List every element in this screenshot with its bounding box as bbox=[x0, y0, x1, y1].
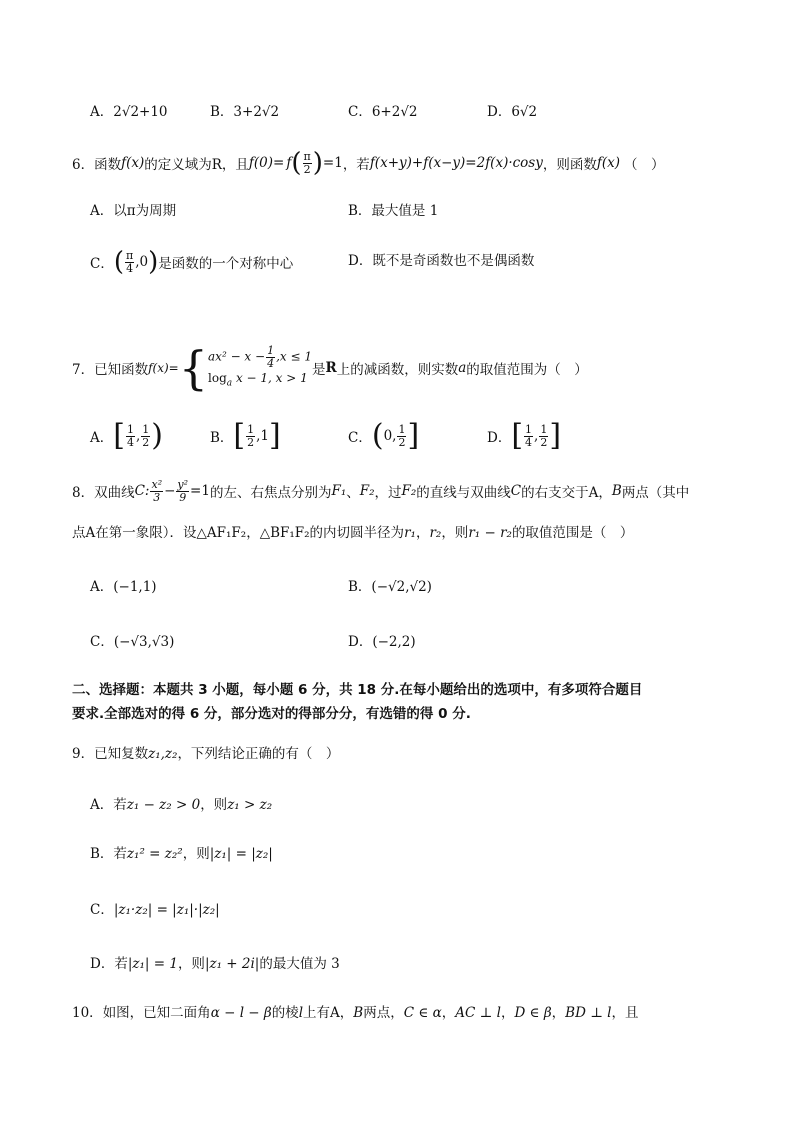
q5-option-a-math: 2√2+10 bbox=[113, 104, 168, 120]
q9-option-c: C．|z₁·z₂| = |z₁|·|z₂| bbox=[90, 902, 220, 918]
question-number: 7． bbox=[72, 362, 95, 378]
q5-option-a: A．2√2+10 bbox=[90, 104, 168, 120]
q5-option-d: D．6√2 bbox=[487, 104, 538, 120]
q5-option-c: C．6+2√2 bbox=[348, 104, 418, 120]
q7-option-d: D． [ $\frac{1}{4}$ , $\frac{1}{2}$ ] bbox=[487, 418, 562, 453]
q7-option-b: B． [ $\frac{1}{2}$ ,1 ] bbox=[210, 418, 281, 453]
q9-stem: 9．已知复数z₁,z₂，下列结论正确的有（ ） bbox=[72, 746, 340, 762]
q10-stem: 10．如图，已知二面角α − l − β的棱l上有A，B两点，C ∈ α，AC ⊥ l，D ∈ β，BD ⊥ l，且 bbox=[72, 1005, 639, 1021]
q5-option-b-math: 3+2√2 bbox=[233, 104, 280, 120]
q6-option-d: D．既不是奇函数也不是偶函数 bbox=[348, 253, 535, 269]
question-number: 10． bbox=[72, 1005, 103, 1021]
section-heading-line2: 要求.全部选对的得 6 分，部分选对的得部分分，有选错的得 0 分. bbox=[72, 706, 471, 722]
section-heading-line1: 二、选择题：本题共 3 小题，每小题 6 分，共 18 分.在每小题给出的选项中，有多项符合题目 bbox=[72, 682, 643, 698]
q5-option-d-math: 6√2 bbox=[511, 104, 538, 120]
q8-option-d: D．(−2,2) bbox=[348, 634, 416, 650]
q7-option-a: A． [ $\frac{1}{4}$ , $\frac{1}{2}$ ) bbox=[90, 418, 163, 453]
q9-option-a: A．若z₁ − z₂ > 0，则z₁ > z₂ bbox=[90, 797, 273, 813]
question-number: 9． bbox=[72, 746, 95, 762]
q8-option-a: A．(−1,1) bbox=[90, 579, 157, 595]
q8-option-b: B．(−√2,√2) bbox=[348, 579, 432, 595]
math-fx: f(x) bbox=[121, 155, 145, 171]
q6-option-a: A．以π为周期 bbox=[90, 203, 177, 219]
q8-stem-line1: 8． 双曲线 C: $\frac{\text{x²}}{3}$ − $\frac{\text{y²}}{9}$ =1 的左、右焦点分别为 F₁ 、 F₂ ，过 F₂ 的直线与双曲线 C 的右支交于A， B 两点（其中 bbox=[72, 477, 690, 504]
q9-option-d: D．若|z₁| = 1，则|z₁ + 2i|的最大值为 3 bbox=[90, 956, 340, 972]
math-fraction: $\frac{\pi}{4}$ bbox=[126, 248, 134, 275]
q7-stem: 7． 已知函数 f(x)= { ax² − x − $\frac{1}{4}$ ,x ≤ 1 $\log_a x - 1$, x > 1 是 R 上的减函数，则实数 a 的取值范围为（ ） bbox=[72, 341, 588, 395]
question-number: 8． bbox=[72, 485, 95, 501]
math-equation: f(x+y)+f(x−y)=2f(x)·cosy bbox=[369, 155, 543, 171]
math-fraction: $\frac{\pi}{2}$ bbox=[303, 149, 311, 176]
piecewise-cases: ax² − x − $\frac{1}{4}$ ,x ≤ 1 $\log_a x - 1$, x > 1 bbox=[208, 344, 312, 389]
q8-option-c: C．(−√3,√3) bbox=[90, 634, 175, 650]
q9-option-b: B．若z₁² = z₂²，则|z₁| = |z₂| bbox=[90, 846, 273, 862]
q6-option-b: B．最大值是 1 bbox=[348, 203, 439, 219]
q7-option-c: C． ( 0, $\frac{1}{2}$ ] bbox=[348, 418, 420, 453]
q8-stem-line2: 点A在第一象限）．设△AF₁F₂，△BF₁F₂的内切圆半径为r₁，r₂，则r₁ − r₂的取值范围是（ ） bbox=[72, 525, 634, 541]
question-number: 6． bbox=[72, 157, 95, 173]
piecewise-brace: { bbox=[178, 341, 209, 395]
q5-option-b: B．3+2√2 bbox=[210, 104, 280, 120]
q5-option-c-math: 6+2√2 bbox=[371, 104, 418, 120]
q6-stem: 6． 函数 f(x) 的定义域为R，且 f(0)= f ( $\frac{\pi}{2}$ ) =1 ，若 f(x+y)+f(x−y)=2f(x)·cosy ，则函数 f(x) （ ） bbox=[72, 148, 665, 178]
q6-option-c: C． ( $\frac{\pi}{4}$ ,0 ) 是函数的一个对称中心 bbox=[90, 247, 294, 277]
